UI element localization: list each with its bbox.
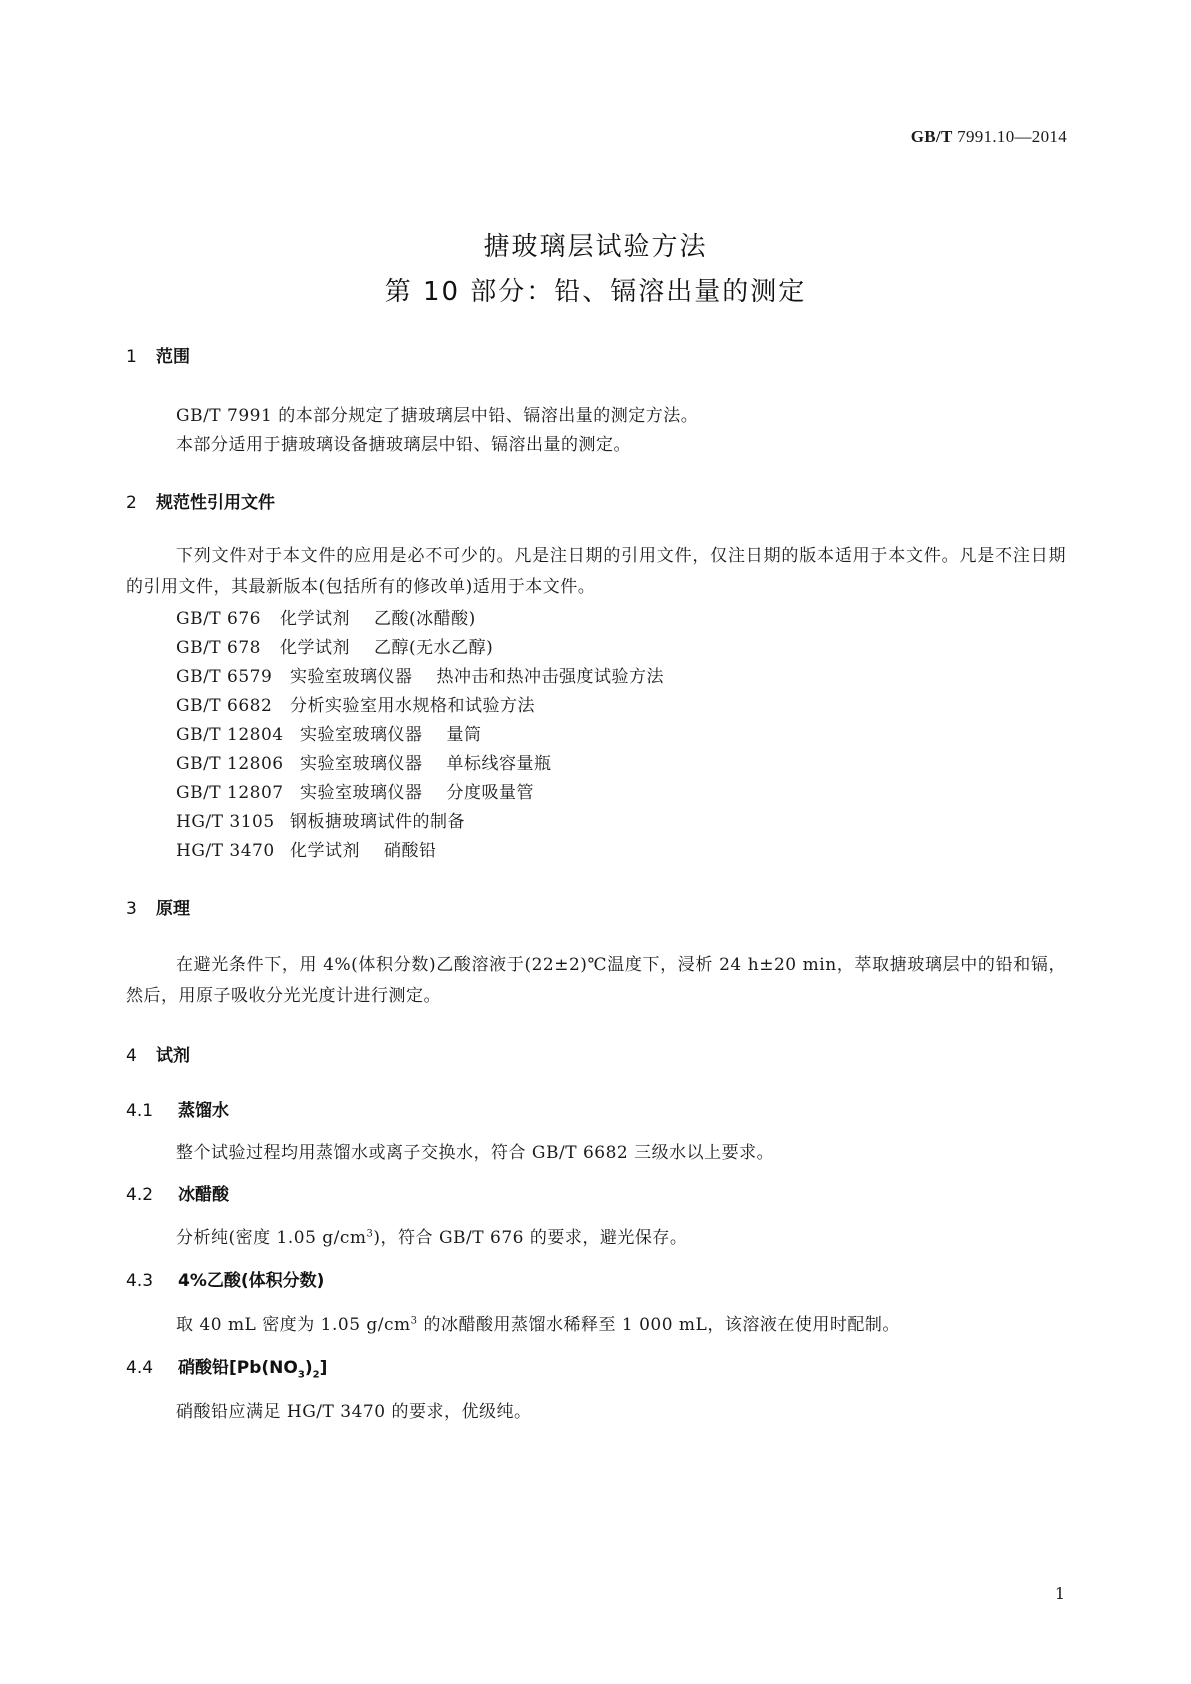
text-part: )，符合 GB/T 676 的要求，避光保存。 (373, 1228, 688, 1248)
document-subtitle: 第 10 部分：铅、镉溶出量的测定 (384, 277, 807, 307)
subsection-number: 4.2 (126, 1185, 154, 1205)
title-part: ) (304, 1358, 313, 1378)
reference-code: HG/T 3470 (176, 841, 275, 861)
reference-item (176, 720, 482, 745)
section-3-heading (126, 894, 190, 919)
section-4-heading (126, 1041, 190, 1066)
section-number: 1 (126, 347, 137, 367)
scope-paragraph-2: 本部分适用于搪玻璃设备搪玻璃层中铅、镉溶出量的测定。 (176, 435, 631, 455)
reference-code: GB/T 12806 (176, 754, 284, 774)
subsection-4-2-heading (126, 1180, 229, 1205)
reference-name: 实验室玻璃仪器 (300, 783, 423, 803)
title-part: ] (319, 1358, 328, 1378)
reference-detail: 硝酸铅 (384, 841, 437, 861)
subsection-4-1-heading (126, 1096, 229, 1121)
reference-code: GB/T 12804 (176, 725, 284, 745)
principle-paragraph: 在避光条件下，用 4%(体积分数)乙酸溶液于(22±2)℃温度下，浸析 24 h±20 min，萃取搪玻璃层中的铅和镉，然后，用原子吸收分光光度计进行测定。 (126, 955, 1066, 1006)
text-part: 的冰醋酸用蒸馏水稀释至 1 000 mL，该溶液在使用时配制。 (417, 1315, 900, 1335)
reference-code: GB/T 678 (176, 638, 261, 658)
subscript: 2 (312, 1369, 320, 1381)
reference-detail: 分度吸量管 (446, 783, 534, 803)
superscript: 3 (410, 1315, 418, 1327)
reference-detail: 热冲击和热冲击强度试验方法 (436, 667, 664, 687)
subsection-4-3-text (176, 1310, 900, 1335)
text-part: 取 40 mL 密度为 1.05 g/cm (176, 1315, 411, 1335)
reference-detail: 乙酸(冰醋酸) (374, 609, 476, 629)
reference-code: GB/T 12807 (176, 783, 284, 803)
section-2-heading (126, 488, 275, 513)
reference-item (176, 807, 465, 832)
title-part: 硝酸铅[Pb(NO (178, 1358, 298, 1378)
subscript: 3 (297, 1369, 305, 1381)
reference-code: GB/T 6579 (176, 667, 273, 687)
section-title: 原理 (156, 899, 190, 919)
section-number: 3 (126, 899, 137, 919)
reference-item (176, 749, 552, 774)
reference-item (176, 836, 437, 861)
reference-detail: 单标线容量瓶 (446, 754, 552, 774)
section-title: 范围 (156, 347, 190, 367)
section-title: 规范性引用文件 (156, 493, 275, 513)
reference-item (176, 691, 535, 716)
subsection-title: 4%乙酸(体积分数) (178, 1271, 325, 1291)
superscript: 3 (366, 1228, 374, 1240)
subsection-4-4-text: 硝酸铅应满足 HG/T 3470 的要求，优级纯。 (176, 1402, 532, 1422)
reference-name: 钢板搪玻璃试件的制备 (290, 812, 465, 832)
reference-name: 实验室玻璃仪器 (290, 667, 413, 687)
scope-paragraph-1: GB/T 7991 的本部分规定了搪玻璃层中铅、镉溶出量的测定方法。 (176, 406, 699, 426)
text-part: 分析纯(密度 1.05 g/cm (176, 1228, 367, 1248)
section-1-heading (126, 342, 190, 367)
standard-code-number: 7991.10—2014 (952, 127, 1067, 146)
reference-item (176, 604, 476, 629)
reference-item (176, 662, 664, 687)
reference-detail: 乙醇(无水乙醇) (374, 638, 494, 658)
section-number: 4 (126, 1046, 137, 1066)
reference-name: 实验室玻璃仪器 (300, 725, 423, 745)
standard-code (911, 127, 1067, 147)
reference-name: 实验室玻璃仪器 (300, 754, 423, 774)
subsection-number: 4.3 (126, 1271, 154, 1291)
subsection-title (178, 1358, 328, 1381)
subsection-4-3-heading (126, 1266, 324, 1291)
subsection-number: 4.4 (126, 1358, 154, 1378)
section-title: 试剂 (156, 1046, 190, 1066)
reference-item (176, 633, 493, 658)
subsection-number: 4.1 (126, 1101, 154, 1121)
normative-references-intro: 下列文件对于本文件的应用是必不可少的。凡是注日期的引用文件，仅注日期的版本适用于本文件。凡是不注日期的引用文件，其最新版本(包括所有的修改单)适用于本文件。 (126, 546, 1066, 597)
document-title: 搪玻璃层试验方法 (483, 232, 708, 262)
subsection-4-1-text: 整个试验过程均用蒸馏水或离子交换水，符合 GB/T 6682 三级水以上要求。 (176, 1143, 775, 1163)
subsection-4-4-heading (126, 1353, 327, 1380)
reference-code: GB/T 676 (176, 609, 261, 629)
standard-code-prefix: GB/T (910, 127, 953, 146)
reference-name: 分析实验室用水规格和试验方法 (290, 696, 535, 716)
subsection-title: 冰醋酸 (178, 1185, 229, 1205)
section-number: 2 (126, 493, 137, 513)
reference-name: 化学试剂 (280, 609, 350, 629)
subsection-title: 蒸馏水 (178, 1101, 229, 1121)
reference-name: 化学试剂 (280, 638, 350, 658)
reference-detail: 量筒 (446, 725, 482, 745)
subsection-4-2-text (176, 1223, 687, 1248)
reference-name: 化学试剂 (290, 841, 360, 861)
reference-item (176, 778, 534, 803)
page-number: 1 (1054, 1584, 1065, 1603)
reference-code: HG/T 3105 (176, 812, 275, 832)
reference-code: GB/T 6682 (176, 696, 273, 716)
